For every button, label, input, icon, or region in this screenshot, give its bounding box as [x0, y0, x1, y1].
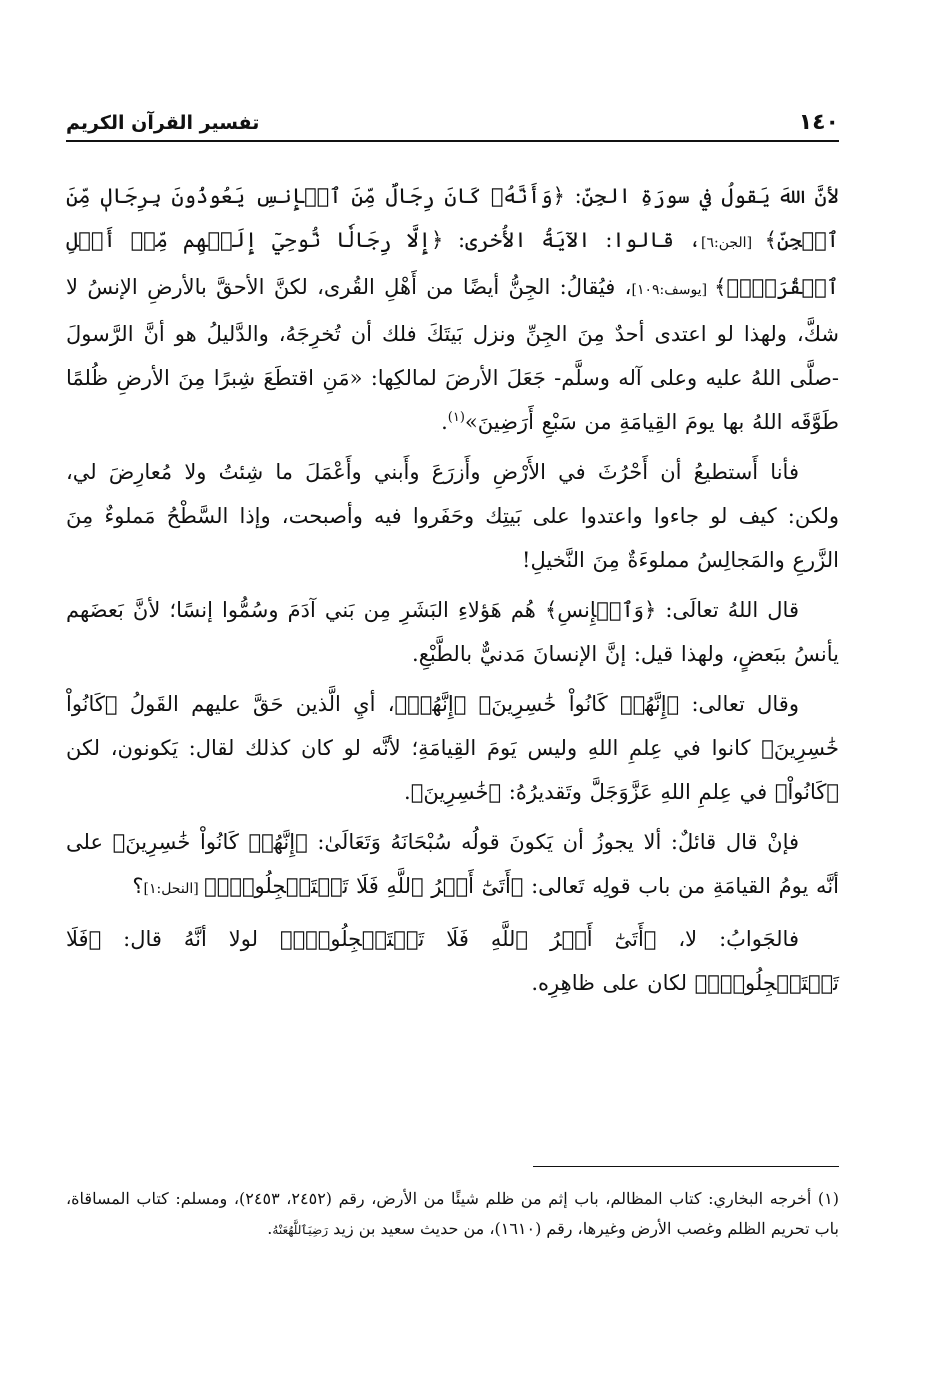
quran-verse: ﴿خَٰسِرِينَ﴾ — [410, 780, 502, 804]
quran-verse: ﴿كَانُواْ خَٰسِرِينَ﴾ — [66, 692, 839, 760]
text-run: . — [441, 410, 448, 434]
quran-verse: ﴿إِنَّهُمۡ﴾ — [394, 692, 467, 716]
running-title: تفسير القرآن الكريم — [66, 112, 260, 134]
footnote-text: (١) أخرجه البخاري: كتاب المظالم، باب إثم من ظلم شيئًا من الأرض، رقم (٢٤٥٢، ٢٤٥٣)، ومسلم: كتاب المساقاة، باب تحريم الظلم وغصب الأرض وغيرها، رقم (١٦١٠)، من حديث سعيد بن زيد — [66, 1189, 840, 1238]
text-run: ؟ — [132, 874, 144, 898]
text-run: لكان على ظاهِرِه. — [531, 971, 695, 995]
quran-verse: ﴿وَأَنَّهُۥ كَانَ رِجَالٌ مِّنَ ٱلۡإِنسِ يَعُوذُونَ بِرِجَالٖ مِّنَ ٱلۡجِنِّ﴾ — [66, 184, 839, 252]
text-run: على أنَّه يومُ القيامَةِ من باب قولِه تَعالى: — [66, 830, 839, 898]
paragraph-1 — [66, 174, 839, 444]
verse-reference: [النحل:١] — [143, 881, 205, 897]
text-run: . — [404, 780, 411, 804]
footnote-1 — [66, 1184, 839, 1245]
footnote-end: . — [267, 1219, 273, 1238]
quran-verse: ﴿إِنَّهُمۡ كَانُواْ خَٰسِرِينَ﴾ — [112, 830, 308, 854]
quran-verse: ﴿أَتَىٰٓ أَمۡرُ ٱللَّهِ فَلَا تَسۡتَعۡجِلُوهُۚ﴾ — [204, 874, 524, 898]
text-run: فإنْ قال قائلٌ: ألا يجوزُ أن يَكونَ قولُه سُبْحَانَهُ وَتَعَالَىٰ: — [307, 830, 800, 854]
paragraph-5 — [66, 820, 839, 911]
text-run: في عِلمِ اللهِ عَزَّوَجَلَّ وتَقديرُهُ: — [501, 780, 775, 804]
quran-verse: ﴿كَانُواْ﴾ — [774, 780, 839, 804]
footnote-divider — [533, 1166, 839, 1167]
quran-verse: ﴿أَتَىٰٓ أَمۡرُ ٱللَّهِ فَلَا تَسۡتَعۡجِلُوهُۚ﴾ — [279, 927, 657, 951]
text-run: لولا أنَّهُ قال: — [101, 927, 280, 951]
footnotes — [66, 1184, 839, 1245]
text-run: لأنَّ اللهَ يَقولُ في سورَةِ الجِنِّ: — [564, 184, 839, 208]
quran-verse: ﴿إِنَّهُمۡ كَانُواْ خَٰسِرِينَ﴾ — [478, 692, 680, 716]
verse-reference: [يوسف:١٠٩] — [631, 282, 715, 298]
text-run: وقال تعالى: — [679, 692, 799, 716]
quran-verse: ﴿إِلَّا رِجَالٗا نُّوحِيٓ إِلَيۡهِم مِّنۡ أَهۡلِ ٱلۡقُرَىٰٓۗ﴾ — [66, 228, 839, 299]
text-run: قال اللهُ تعالَى: — [656, 598, 799, 622]
text-run: ، أيِ الَّذين حَقَّ عليهم القَولُ — [117, 692, 395, 716]
honorific-glyph: رَضِيَٱللَّهُعَنْهُ — [272, 1223, 329, 1237]
page-header — [66, 102, 839, 136]
footnote-marker[interactable]: (١) — [447, 410, 465, 425]
paragraph-6 — [66, 917, 839, 1005]
verse-reference: [الجن:٦] — [701, 235, 765, 251]
paragraph-3 — [66, 588, 839, 676]
quran-verse: ﴿وَٱلۡإِنسِ﴾ — [544, 598, 657, 622]
text-run: فالجَوابُ: لا، — [656, 927, 799, 951]
text-run: كانوا في عِلمِ اللهِ وليس يَومَ القِيامَةِ؛ لأنَّه لو كان كذلك لقال: يَكونون، لكن — [66, 736, 762, 760]
text-run — [466, 692, 478, 716]
quran-verse: ﴿فَلَا تَسۡتَعۡجِلُوهُۚ﴾ — [66, 927, 839, 995]
page-number: ١٤٠ — [798, 110, 839, 135]
main-text — [66, 174, 839, 1011]
paragraph-4 — [66, 682, 839, 814]
header-rule — [66, 140, 839, 142]
paragraph-2: فأنا أَستطيعُ أن أَحْرُثَ في الأَرْضِ وأَزرَعَ وأَبني وأَعْمَلَ ما شِئتُ ولا مُعارِضَ لي، ولكن: كيف لو جاءوا واعتدوا على بَيتِك وحَفَروا فيه وأصبحت، وإذا السَّطْحُ مَملوءٌ مِنَ الزَّرعِ والمَجالِسُ مملوءَةٌ مِنَ النَّخيلِ! — [66, 460, 839, 572]
text-run: هُم هَؤلاءِ البَشَرِ مِن بَني آدَمَ وسُمُّوا إنسًا؛ لأنَّ بَعضَهم يأنسُ ببَعضٍ، ولهذا قيل: إنَّ الإنسانَ مَدنيٌّ بالطَّبْعِ. — [66, 598, 839, 666]
text-run: ، فيُقالُ: الجِنُّ أيضًا من أَهْلِ القُرى، لكنَّ الأحقَّ بالأرضِ الإنسُ لا شكَّ، ولهذا لو اعتدى أحدٌ مِنَ الجِنِّ ونزل بَيتَكَ فلك أن تُخرِجَهُ، والدَّليلُ هو أنَّ الرَّسولَ -صلَّى اللهُ عليه وعلى آله وسلَّم- جَعَلَ الأرضَ لمالكِها: «مَنِ اقتطَعَ شِبرًا مِنَ الأرضِ ظُلمًا طَوَّقَه اللهُ بها يومَ القِيامَةِ من سَبْعِ أَرَضِينَ» — [66, 275, 839, 434]
text-run: ، قالوا: الآيَةُ الأُخرى: — [443, 228, 701, 252]
